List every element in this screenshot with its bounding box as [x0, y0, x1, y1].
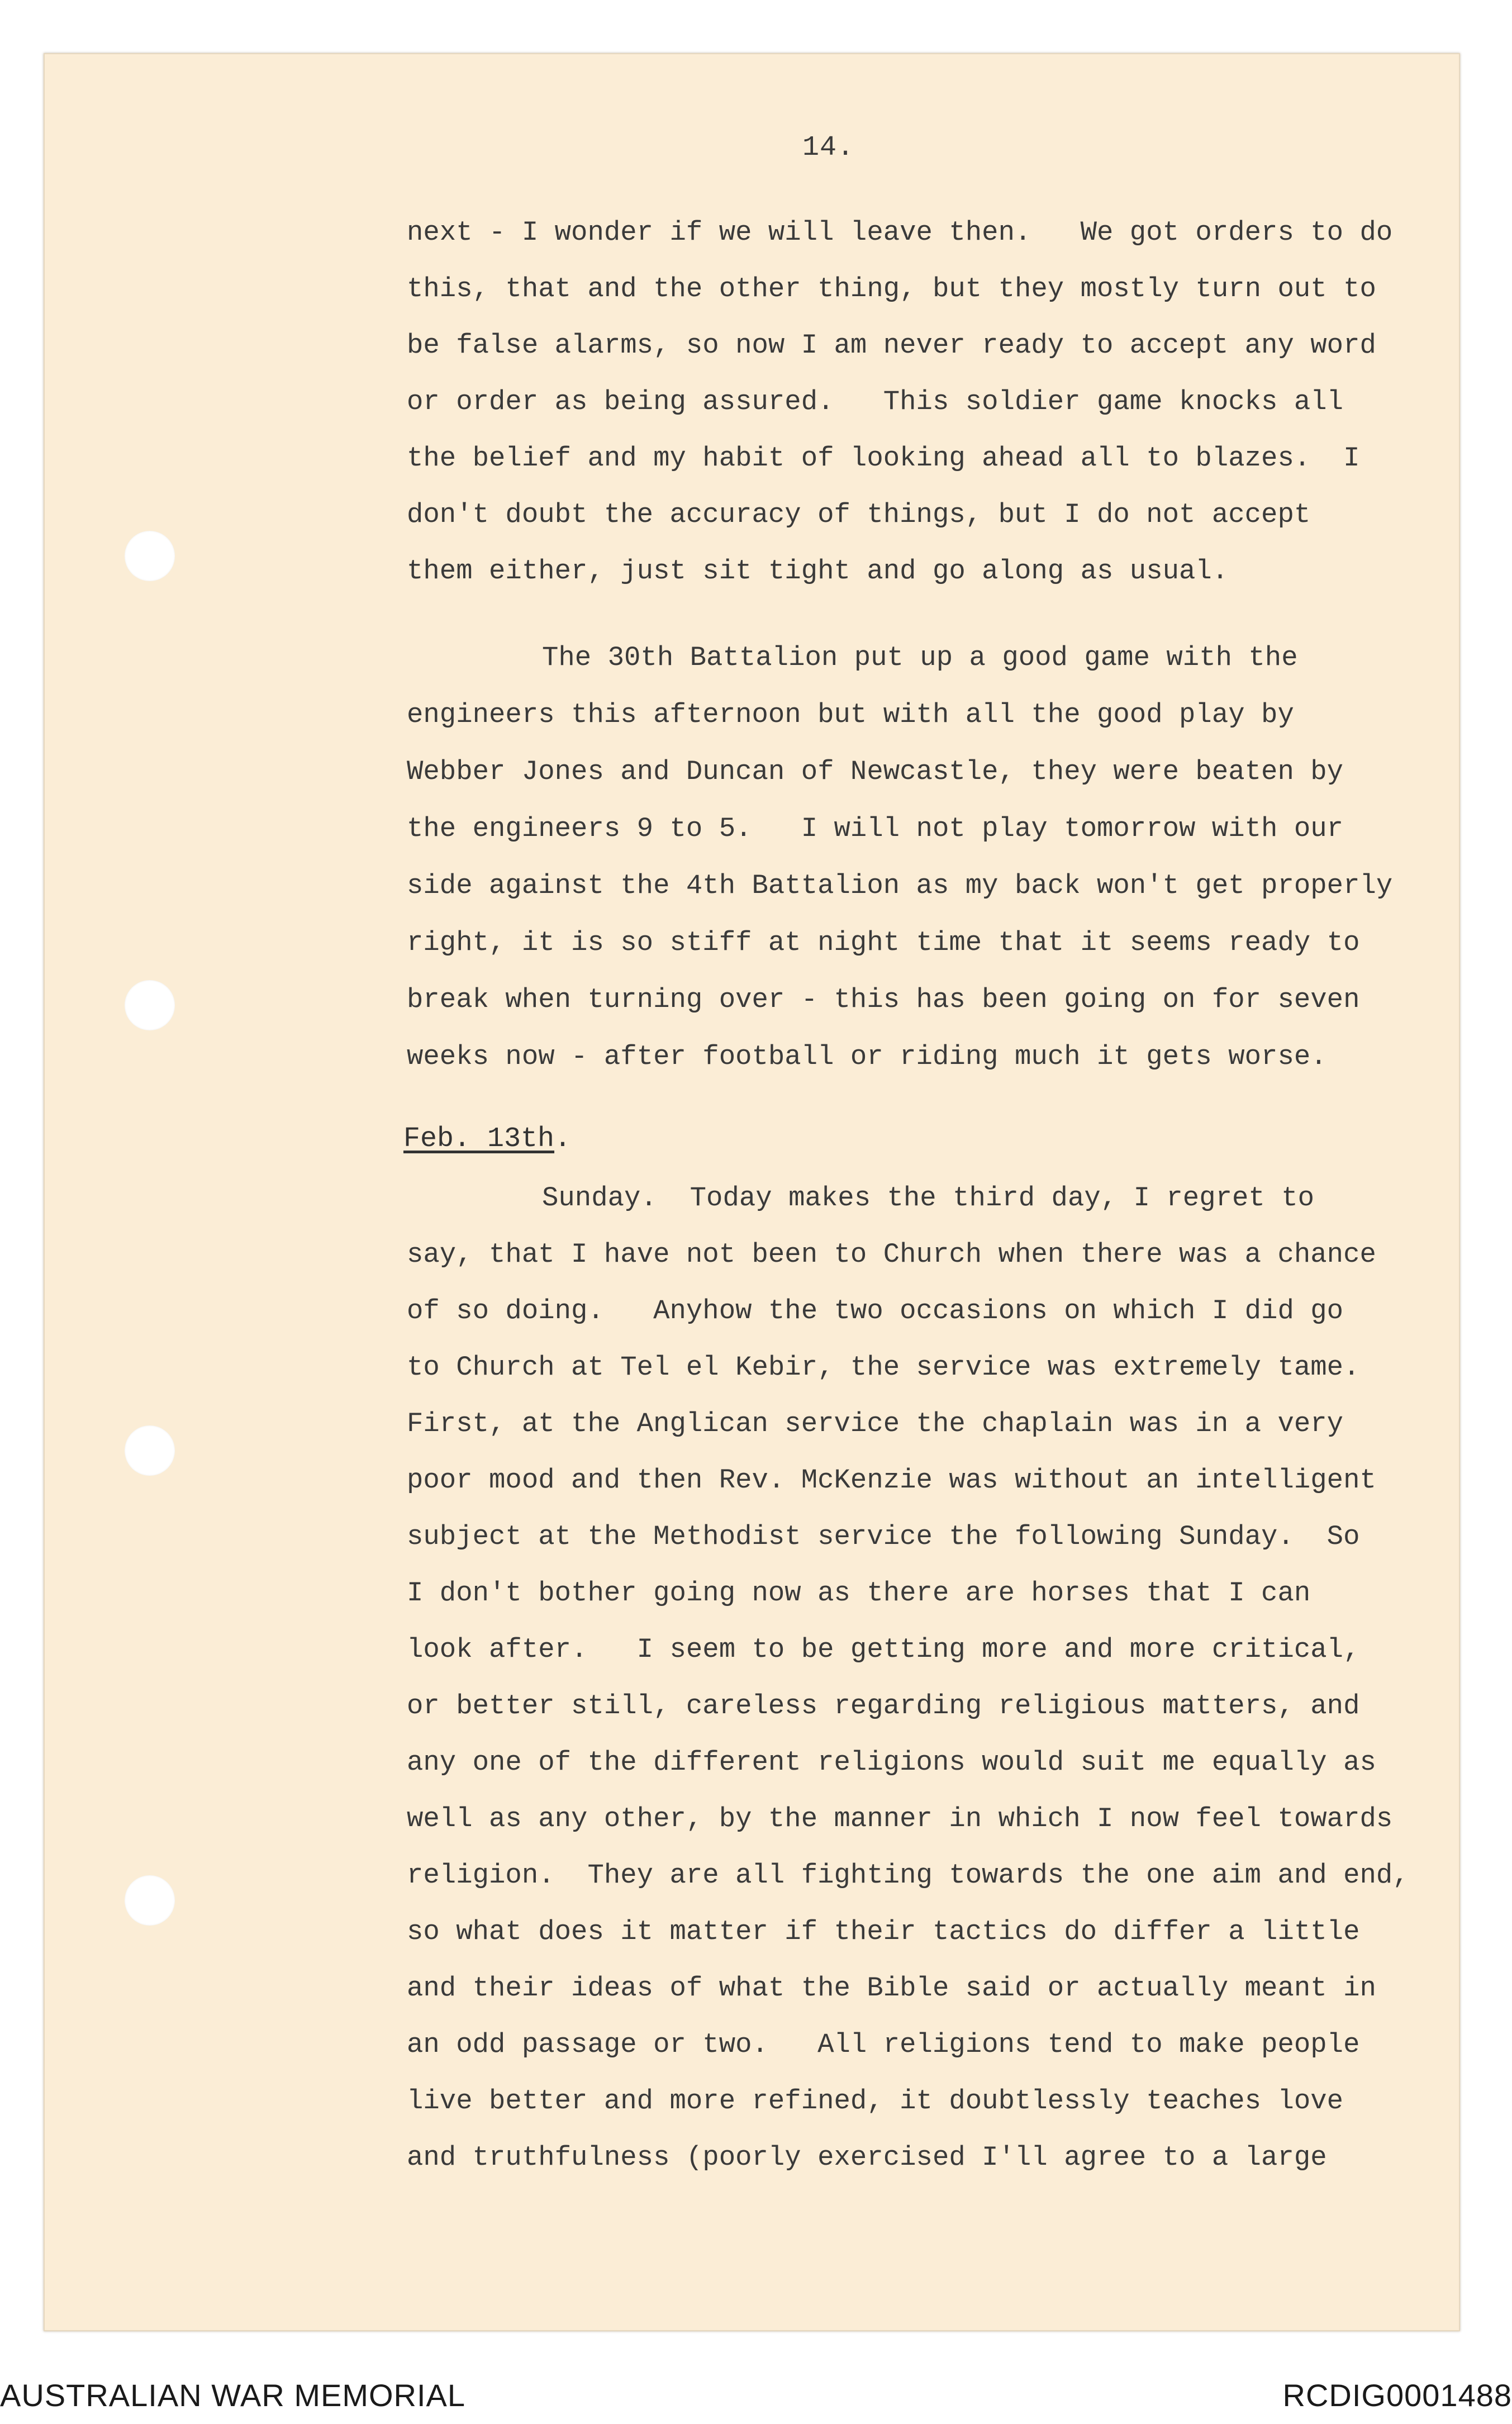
text-line: say, that I have not been to Church when there was a chance: [407, 1239, 1376, 1270]
text-line: this, that and the other thing, but they mostly turn out to: [407, 273, 1376, 305]
date-heading-suffix: .: [554, 1123, 572, 1155]
text-line: or order as being assured. This soldier game knocks all: [407, 386, 1344, 417]
text-line: break when turning over - this has been going on for seven: [407, 984, 1360, 1015]
text-line: of so doing. Anyhow the two occasions on which I did go: [407, 1295, 1344, 1327]
text-line: look after. I seem to be getting more and more critical,: [407, 1634, 1360, 1665]
text-line: right, it is so stiff at night time that it seems ready to: [407, 927, 1360, 958]
text-line: or better still, careless regarding religious matters, and: [407, 1690, 1360, 1722]
text-line: and truthfulness (poorly exercised I'll agree to a large: [407, 2142, 1327, 2173]
footer-record-id: RCDIG0001488: [1282, 2378, 1512, 2413]
text-line: the engineers 9 to 5. I will not play tomorrow with our: [407, 813, 1344, 844]
punch-hole: [125, 531, 175, 581]
text-line: religion. They are all fighting towards the one aim and end,: [407, 1860, 1409, 1891]
text-line: First, at the Anglican service the chaplain was in a very: [407, 1408, 1344, 1439]
text-line: weeks now - after football or riding much it gets worse.: [407, 1041, 1327, 1072]
text-line: the belief and my habit of looking ahead all to blazes. I: [407, 443, 1360, 474]
footer-archive-name: AUSTRALIAN WAR MEMORIAL: [0, 2378, 466, 2413]
punch-hole: [125, 980, 175, 1030]
text-line: The 30th Battalion put up a good game with the: [542, 642, 1298, 673]
text-line: to Church at Tel el Kebir, the service was extremely tame.: [407, 1352, 1360, 1383]
text-line: I don't bother going now as there are horses that I can: [407, 1577, 1311, 1609]
text-line: them either, just sit tight and go along as usual.: [407, 555, 1229, 587]
text-line: well as any other, by the manner in which I now feel towards: [407, 1803, 1393, 1834]
text-line: Webber Jones and Duncan of Newcastle, they were beaten by: [407, 756, 1344, 787]
punch-hole: [125, 1425, 175, 1476]
text-line: subject at the Methodist service the following Sunday. So: [407, 1521, 1360, 1552]
text-line: so what does it matter if their tactics do differ a little: [407, 1916, 1360, 1947]
text-line: and their ideas of what the Bible said or actually meant in: [407, 1973, 1376, 2004]
text-line: Sunday. Today makes the third day, I regret to: [542, 1182, 1315, 1214]
text-line: next - I wonder if we will leave then. We got orders to do: [407, 217, 1393, 248]
text-line: don't doubt the accuracy of things, but I do not accept: [407, 499, 1311, 530]
text-line: an odd passage or two. All religions tend to make people: [407, 2029, 1360, 2060]
text-line: any one of the different religions would suit me equally as: [407, 1747, 1376, 1778]
date-heading-text: Feb. 13th: [403, 1123, 555, 1155]
text-line: be false alarms, so now I am never ready to accept any word: [407, 330, 1376, 361]
text-line: poor mood and then Rev. McKenzie was without an intelligent: [407, 1465, 1376, 1496]
text-line: live better and more refined, it doubtlessly teaches love: [407, 2085, 1344, 2117]
date-heading: [403, 1123, 571, 1155]
punch-hole: [125, 1875, 175, 1926]
text-line: engineers this afternoon but with all the good play by: [407, 699, 1294, 730]
page-number: 14.: [802, 132, 855, 164]
text-line: side against the 4th Battalion as my back won't get properly: [407, 870, 1393, 901]
